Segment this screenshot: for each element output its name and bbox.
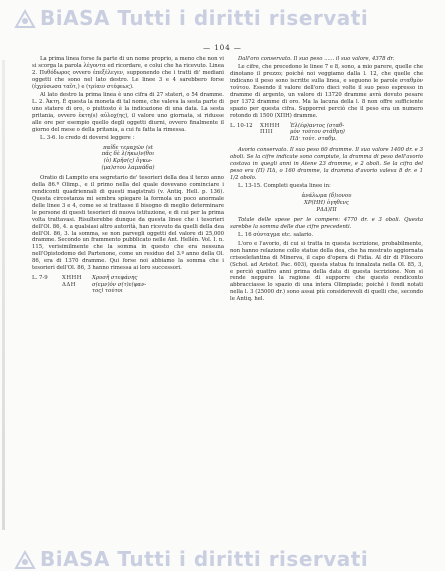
quote-line: παῖδε τεμαχῶν (st [103, 144, 153, 151]
quote-line: ἀνάλωμα (δ)ιονου [301, 193, 352, 200]
paragraph: La prima linea forse fa parte di un nome proprio, a meno che non vi si scorga la parola λέγοντα ed ricordare, e colui che ha ricevuto. Linea 2. Πυθόδωρος ovvero ἐπεξέλεγεν, supponendo che i tratti di' mediani oggetti che sono nel lato destro. Le linee 3 e 4 sarebbero forse (ἐχρύσωσα ταῦτ,) e (τρίαιν στέφεως). [32, 56, 224, 90]
greek-quote [32, 145, 224, 171]
paragraph: Totale delle spese per le compere: 4770 dr. e 3 oboli. Questa sarebbe la somma delle due cifre precedenti. [230, 217, 423, 231]
greek-quote [230, 193, 423, 213]
biasa-logo-icon [14, 548, 36, 570]
biasa-logo-icon [14, 7, 36, 29]
inscription-block [32, 275, 224, 295]
left-column [32, 56, 224, 300]
inscription-numerals: XHHH ΠΙΙΙ [260, 122, 280, 136]
watermark-bottom-text: BiASA Tutti i diritti riservati [40, 547, 369, 571]
quote-line: πᾶς δὲ λ(ήκω)ν(θοι [101, 151, 155, 158]
paragraph: L. 3-6. lo credo di doversi leggere : [40, 134, 135, 141]
watermark-top [14, 6, 368, 30]
paragraph: L. 16 σύνταγμα etc. salario. [238, 232, 314, 239]
inscription-greek: Ἐλ(έφ)αντος (σταθ- μὸν τούτου στάθμη) ΠΔ· τούτ. σταθμ. [290, 122, 345, 142]
watermark-bottom [14, 547, 368, 571]
right-column [230, 56, 423, 305]
page-edge-shadow [2, 60, 5, 530]
inscription-block [230, 123, 423, 143]
paragraph: L'oro e l'avorio, di cui si tratta in questa iscrizione, probabilmente, non hanno relazione collo statue della dea, che ha mostrato aggiornata crisoelefantina di Minerva, il capo d'opera di Fidia. Al dir di Filocoro (Schol. ad Aristof. Pac. 603), questa statua fu innalzata nella Ol. 85, 3, e perciò quattro anni prima della data di questa iscrizione. Non si rende neppure la ragione di supporre che questo rendiconto abbracciasse lo spazio di una intera Olimpiade; poiché i fondi notati nella l. 3 (25000 dr.) sono assai più considerevoli di quelli che, secondo le Antiq. hel. [230, 240, 423, 303]
page-number: — 104 — [203, 44, 242, 52]
paragraph: Le cifre, che precedono le linee 7 e 8, sono, a mio parere, quelle che dinotano il prezzo; poiché noi veggiamo dalla l. 12, che quelle che indicano il peso sono iscritte sulla linea, e seguono le parole σταθμὸν τούτου. Essendo il valore dell'oro dieci volte il suo peso espresso in dramme di argento, un valore di 13720 dramme avrà dovuto pesare per 1372 dramme di oro. Ma la lacuna della l. 8 non offre sufficiente spazio per questa cifra. Supporrei perciò che il peso era un numero rotondo di 1500 (ΧΠΗ) dramme. [230, 64, 423, 119]
paragraph: Dall'oro conservato. Il suo peso ...... il suo valore, 4378 dr. [238, 56, 395, 62]
paragraph: L. 13-15. Completi questa linee in: [238, 183, 331, 190]
inscription-ref: L. 7-9 [32, 274, 48, 281]
watermark-top-text: BiASA Tutti i diritti riservati [40, 6, 369, 30]
inscription-ref: L. 10-12 [230, 122, 253, 129]
paragraph: Oratio di Lampito era segretario de' tesorieri della dea il terzo anno della 86.ª Olimp., e il primo nella del quale dovevano cominciare i rendiconti quadriennali di questi magistrati (v. Antiq. Hell. p. 136). Questa circostanza mi sembra spiegare la formola un poco anormale delle linee 3 e 4, come se si trattasse il bisogno di meglio determinare le persone di questi tesorieri di nuova istituzione, e di cui per la prima volta trattavasi. Risulterebbe dunque da questa linee che i tesorieri dell'Ol. 86, 4. a qualsiasi altro autorità, han ricevuto da quelli della dea dell'Ol. 86, 3. la somma, se non parvegli oggetti del valore di 25,000 dramme. Secondo un frammento pubblicato nelle Ant. Hellén. Vol. I. n. 115, verisimilmente che la somma in questo che era nessuna nell'Opistodomo del Partenone, come un residuo del 3.º anno della Ol. 86, era di 1370 dramme. Qui forse noi abbiamo la somma che i tesorieri dell'Ol. 86, 3 hanno rimessa ai loro successori. [32, 175, 224, 272]
paragraph: Avorio conservato. Il suo peso 60 dramme. Il suo valore 1400 dr. e 3 oboli. Se la cifre indicate sono compiute, la dramma di peso dell'avorio costava in quegli anni in Atene 23 dramme, e 2 oboli. Se la cifra del peso era (Π) ΠΔ, o 160 dramme, la dramma d'avorio valeva 8 dr. e 1 1/2 obolo. [230, 147, 423, 182]
quote-line: (ὁ) Κρῆσ(ς) ὄγκω- [103, 158, 153, 165]
quote-line: (μα)στου λαμπάδα) [101, 164, 155, 171]
quote-line: ΡΔΔ)ΠΙ [316, 206, 337, 213]
paragraph: Al lato destro la prima linea è uno cifra di 27 stateri, o 54 dramme. L. 2. Ἀκτη. È questa la moneta di tal nome, che valeva la sesta parte di uno statere di oro, o piuttosto è la indicazione di una data. La sesta pritania, ovvero ἑκτη(s) αὐλοχ(ης), il valore uno giornata, si ridusse alle ore per esempio quello degli oggetti diurni, ovvero finalmente il giorno del mese o della pritania, a cui fu fatta la rimessa. [32, 92, 224, 133]
inscription-numerals: XHHH ΔΔΗ [62, 274, 82, 288]
quote-line: ΧΡ(ΗΗ) ὀγηθενς [304, 199, 349, 206]
inscription-greek: Χρυσῆ στεφάνης σ(εμν)ὸν σ(τ)ε(φαν- τος) τούτοι [92, 274, 147, 295]
